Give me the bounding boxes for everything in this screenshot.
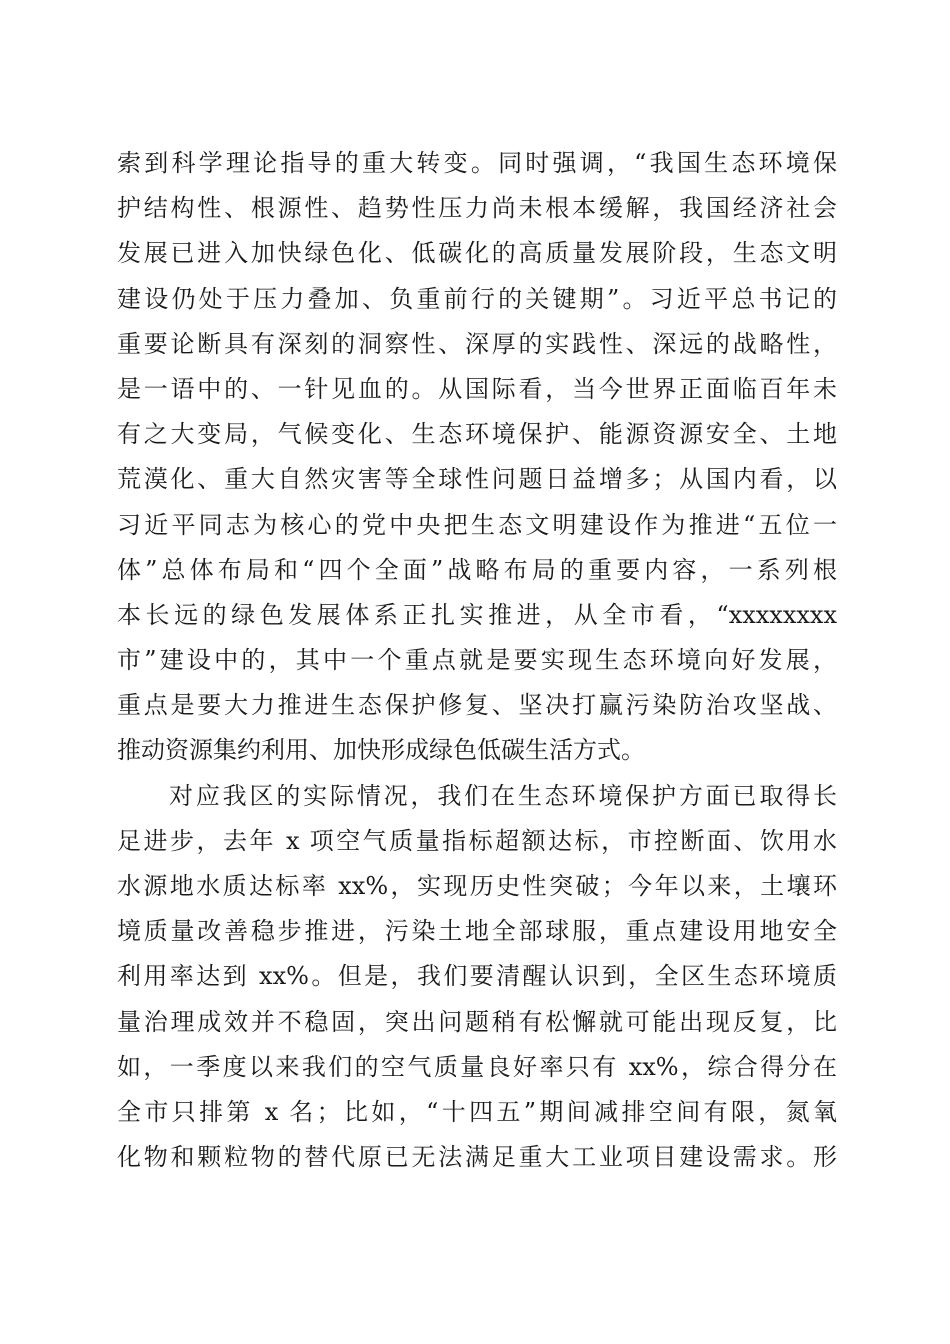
body-text: [117, 141, 837, 1180]
text-line: 市”建设中的，其中一个重点就是要实现生态环境向好发展，: [117, 646, 837, 675]
text-line: 有之大变局，气候变化、生态环境保护、能源资源安全、土地: [117, 420, 837, 449]
text-line: 重点是要大力推进生态保护修复、坚决打赢污染防治攻坚战、: [117, 691, 837, 720]
text-line: 是一语中的、一针见血的。从国际看，当今世界正面临百年未: [117, 374, 837, 403]
text-line: 全市只排第 x 名；比如，“十四五”期间减排空间有限，氮氧: [117, 1097, 837, 1126]
text-line: 护结构性、根源性、趋势性压力尚未根本缓解，我国经济社会: [117, 194, 837, 223]
text-line: 推动资源集约利用、加快形成绿色低碳生活方式。: [117, 736, 645, 765]
text-line: 本长远的绿色发展体系正扎实推进，从全市看，“xxxxxxxx: [117, 600, 837, 629]
text-line: 境质量改善稳步推进，污染土地全部球服，重点建设用地安全: [117, 917, 837, 946]
text-line: 荒漠化、重大自然灾害等全球性问题日益增多；从国内看，以: [117, 465, 837, 494]
paragraph-1: [117, 141, 837, 774]
text-line: 习近平同志为核心的党中央把生态文明建设作为推进“五位一: [117, 510, 837, 539]
text-line: 重要论断具有深刻的洞察性、深厚的实践性、深远的战略性，: [117, 329, 837, 358]
text-line: 建设仍处于压力叠加、负重前行的关键期”。习近平总书记的: [117, 284, 837, 313]
text-line: 索到科学理论指导的重大转变。同时强调，“我国生态环境保: [117, 149, 837, 177]
text-line: 足进步，去年 x 项空气质量指标超额达标，市控断面、饮用水: [117, 826, 837, 855]
text-line: 化物和颗粒物的替代原已无法满足重大工业项目建设需求。形: [117, 1143, 837, 1172]
text-line: 体”总体布局和“四个全面”战略布局的重要内容，一系列根: [117, 555, 837, 584]
text-line: 如，一季度以来我们的空气质量良好率只有 xx%，综合得分在: [117, 1052, 837, 1081]
text-line: 利用率达到 xx%。但是，我们要清醒认识到，全区生态环境质: [117, 962, 837, 991]
text-line: 量治理成效并不稳固，突出问题稍有松懈就可能出现反复，比: [117, 1007, 837, 1036]
text-line: 发展已进入加快绿色化、低碳化的高质量发展阶段，生态文明: [117, 239, 837, 268]
text-line: 水源地水质达标率 xx%，实现历史性突破；今年以来，土壤环: [117, 872, 837, 900]
text-line: 对应我区的实际情况，我们在生态环境保护方面已取得长: [169, 781, 837, 810]
paragraph-2: [117, 774, 837, 1181]
